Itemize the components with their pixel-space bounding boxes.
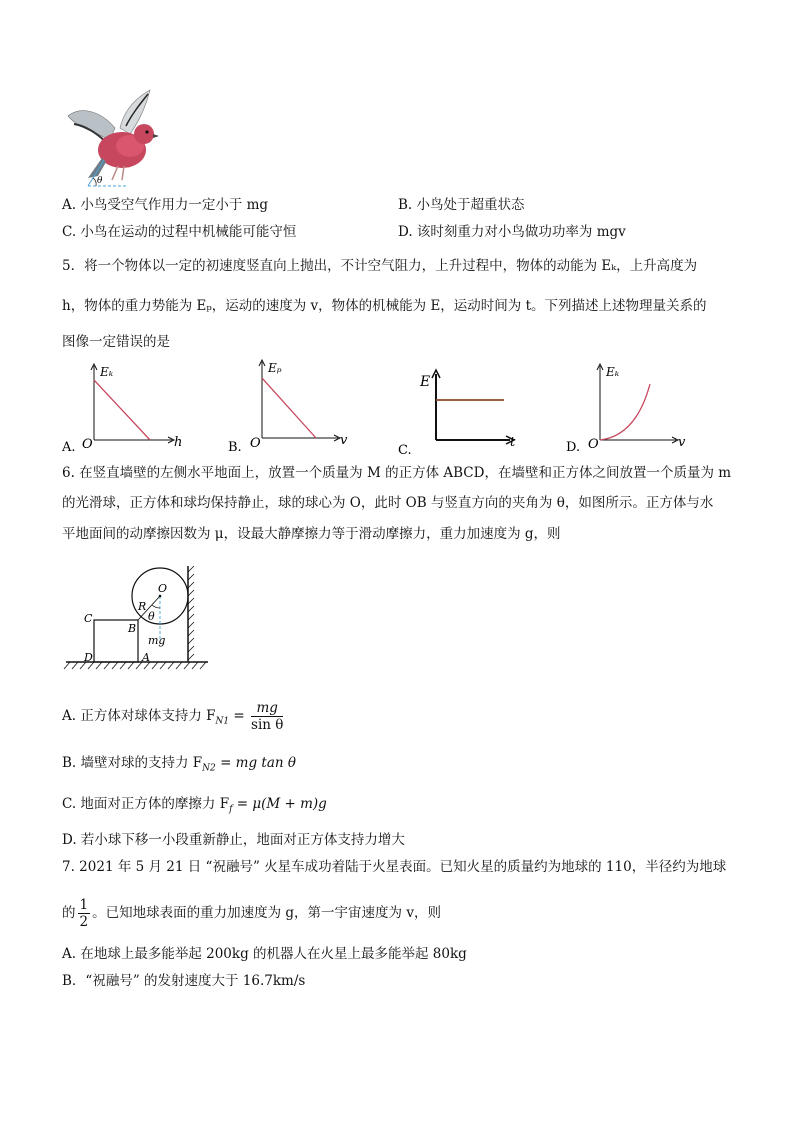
q4-option-d[interactable]: D. 该时刻重力对小鸟做功功率为 mgv <box>398 224 626 240</box>
q5-graph-a <box>62 360 187 456</box>
q5-option-b-label[interactable]: B. <box>228 440 242 455</box>
q6-option-a[interactable]: A. 正方体对球体支持力 $F_{N1}$ = $\frac{mg}{\text{sin θ}}$ <box>62 700 284 733</box>
q5-stem-line1: 5．将一个物体以一定的初速度竖直向上抛出，不计空气阻力，上升过程中，物体的动能为 Eₖ，上升高度为 <box>62 258 698 274</box>
q6-figure <box>62 562 212 672</box>
origin-label: O <box>588 437 599 452</box>
origin-label: O <box>82 437 93 452</box>
x-axis-label: t <box>510 435 516 450</box>
q7-option-a[interactable]: A. 在地球上最多能举起 200kg 的机器人在火星上最多能举起 80kg <box>62 946 467 962</box>
q6-option-d[interactable]: D. 若小球下移一小段重新静止，地面对正方体支持力增大 <box>62 832 405 848</box>
q4-option-a[interactable]: A. 小鸟受空气作用力一定小于 mg <box>62 197 269 213</box>
fraction: $\frac{1}{2}$ <box>79 897 89 930</box>
theta-label: θ <box>148 610 155 623</box>
y-axis-label: Eₚ <box>268 361 282 375</box>
x-axis-label: h <box>174 435 183 450</box>
q5-option-d-label[interactable]: D. <box>566 440 581 455</box>
q7-option-b[interactable]: B．“祝融号” 的发射速度大于 16.7km/s <box>62 973 306 989</box>
q5-graph-d <box>566 360 691 456</box>
fraction: $\frac{mg}{\text{sin θ}}$ <box>251 700 284 733</box>
q6-stem-line1: 6. 在竖直墙壁的左侧水平地面上，放置一个质量为 M 的正方体 ABCD，在墙壁和正方体之间放置一个质量为 m <box>62 465 732 481</box>
q4-option-c[interactable]: C. 小鸟在运动的过程中机械能可能守恒 <box>62 224 297 240</box>
q5-option-a-label[interactable]: A. <box>62 440 76 455</box>
origin-label: O <box>250 436 261 451</box>
q5-graph-b <box>228 356 353 456</box>
vertex-b-label: B <box>128 622 137 635</box>
q5-graph-c <box>398 366 528 458</box>
y-axis-label: Eₖ <box>606 365 620 379</box>
q7-stem-line2: 的 $\frac{1}{2}$ 。已知地球表面的重力加速度为 g，第一宇宙速度为 v，则 <box>62 897 441 930</box>
q7-stem-line1: 7. 2021 年 5 月 21 日 “祝融号” 火星车成功着陆于火星表面。已知火星的质量约为地球的 110，半径约为地球 <box>62 859 727 875</box>
theta-label: θ <box>97 176 103 186</box>
q5-option-c-label[interactable]: C. <box>398 443 412 458</box>
vertex-c-label: C <box>84 612 93 625</box>
radius-label: R <box>138 600 147 613</box>
q6-stem-line2: 的光滑球，正方体和球均保持静止，球的球心为 O，此时 OB 与竖直方向的夹角为 θ，如图所示。正方体与水 <box>62 495 714 511</box>
q6-option-b[interactable]: B. 墙壁对球的支持力 $F_{N2}$ = mg tan θ <box>62 755 296 774</box>
y-axis-label: E <box>420 374 431 390</box>
center-o-label: O <box>158 582 168 595</box>
x-axis-label: v <box>678 435 686 450</box>
q4-option-b[interactable]: B. 小鸟处于超重状态 <box>398 197 525 213</box>
gravity-label: mg <box>148 634 166 647</box>
bird-figure <box>60 88 160 192</box>
vertex-d-label: D <box>84 651 93 664</box>
q6-option-c[interactable]: C. 地面对正方体的摩擦力 $F_f = \mu(M + m)g$ <box>62 796 327 815</box>
q5-stem-line3: 图像一定错误的是 <box>62 334 170 350</box>
y-axis-label: Eₖ <box>100 365 114 379</box>
vertex-a-label: A <box>142 651 150 664</box>
q5-stem-line2: h，物体的重力势能为 Eₚ，运动的速度为 v，物体的机械能为 E，运动时间为 t。下列描述上述物理量关系的 <box>62 298 707 314</box>
q6-stem-line3: 平地面间的动摩擦因数为 μ，设最大静摩擦力等于滑动摩擦力，重力加速度为 g，则 <box>62 526 561 542</box>
x-axis-label: v <box>340 433 348 448</box>
